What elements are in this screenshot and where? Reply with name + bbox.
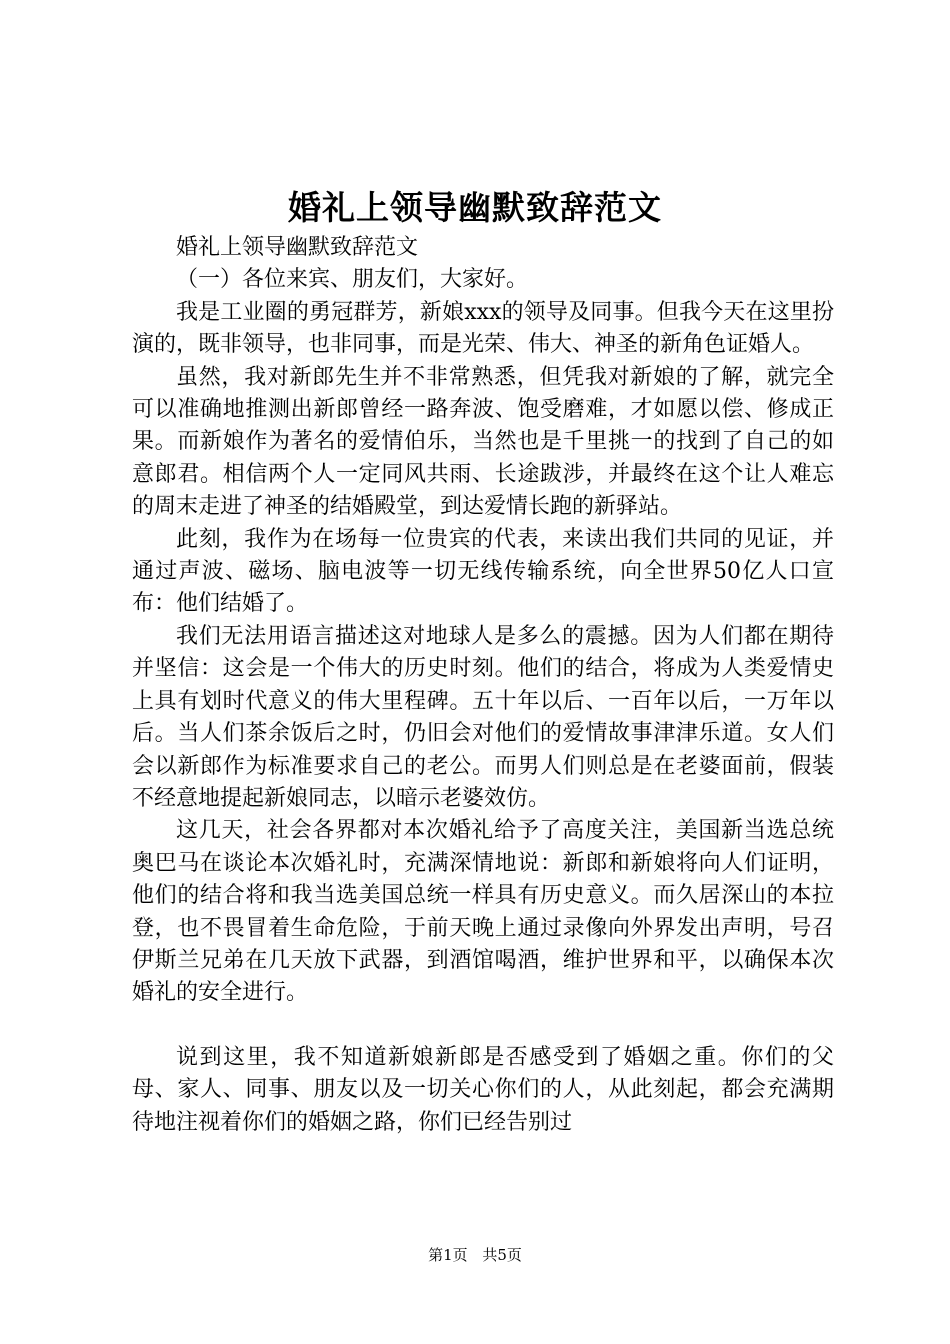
paragraph-world-attention: 这几天，社会各界都对本次婚礼给予了高度关注，美国新当选总统奥巴马在谈论本次婚礼时，充满深情地说：新郎和新娘将向人们证明，他们的结合将和我当选美国总统一样具有历史意义。而久居深山的本拉登，也不畏冒着生命危险，于前天晚上通过录像向外界发出声明，号召伊斯兰兄弟在几天放下武器，到酒馆喝酒，维护世界和平，以确保本次婚礼的安全进行。 — [132, 818, 834, 1006]
document-body — [132, 232, 834, 1139]
page-total: 共5页 — [482, 1246, 522, 1264]
page-number: 第1页 — [428, 1246, 468, 1264]
document-title: 婚礼上领导幽默致辞范文 — [288, 188, 662, 227]
page-footer — [0, 1244, 950, 1266]
paragraph-announcement: 此刻，我作为在场每一位贵宾的代表，来读出我们共同的见证，并通过声波、磁场、脑电波等一切无线传输系统，向全世界50亿人口宣布：他们结婚了。 — [132, 526, 834, 617]
paragraph-significance: 我们无法用语言描述这对地球人是多么的震撼。因为人们都在期待并坚信：这会是一个伟大的历史时刻。他们的结合，将成为人类爱情史上具有划时代意义的伟大里程碑。五十年以后、一百年以后，一万年以后。当人们茶余饭后之时，仍旧会对他们的爱情故事津津乐道。女人们会以新郎作为标准要求自己的老公。而男人们则总是在老婆面前，假装不经意地提起新娘同志，以暗示老婆效仿。 — [132, 623, 834, 811]
paragraph-marriage-weight: 说到这里，我不知道新娘新郎是否感受到了婚姻之重。你们的父母、家人、同事、朋友以及一切关心你们的人，从此刻起，都会充满期待地注视着你们的婚姻之路，你们已经告别过 — [132, 1044, 834, 1135]
paragraph-heading: 婚礼上领导幽默致辞范文 — [176, 235, 419, 260]
paragraph-greeting: （一）各位来宾、朋友们，大家好。 — [176, 267, 529, 293]
paragraph-groom: 虽然，我对新郎先生并不非常熟悉，但凭我对新娘的了解，就完全可以准确地推测出新郎曾经一路奔波、饱受磨难，才如愿以偿、修成正果。而新娘作为著名的爱情伯乐，当然也是千里挑一的找到了自己的如意郎君。相信两个人一定同风共雨、长途跋涉，并最终在这个让人难忘的周末走进了神圣的结婚殿堂，到达爱情长跑的新驿站。 — [132, 364, 834, 520]
paragraph-introduction: 我是工业圈的勇冠群芳，新娘xxx的领导及同事。但我今天在这里扮演的，既非领导，也非同事，而是光荣、伟大、神圣的新角色证婚人。 — [132, 299, 834, 358]
